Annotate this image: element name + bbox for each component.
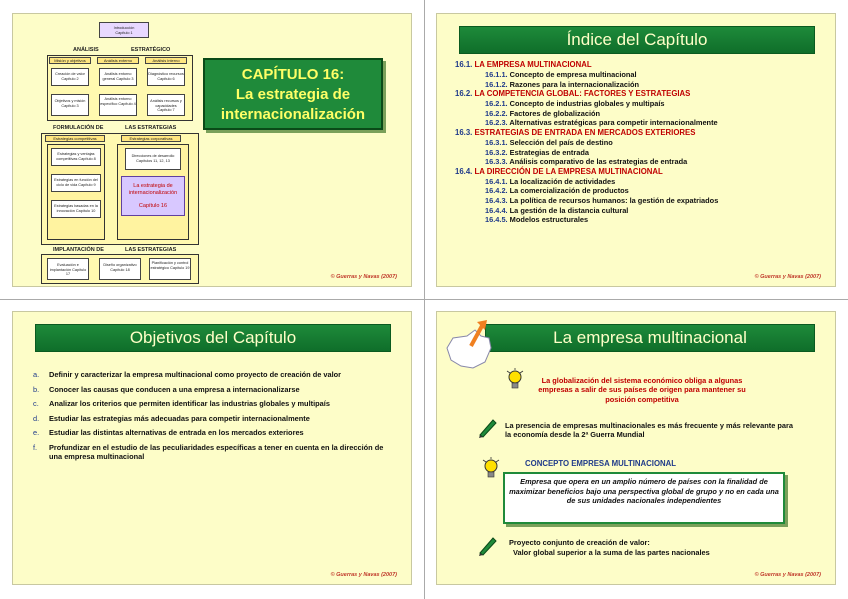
tab-externo: Análisis externo (97, 57, 139, 64)
competitive-box: Estrategias basadas en la innovación Capítulo 10 (51, 200, 101, 218)
subsection-title: Alternativas estratégicas para competir internacionalmente (509, 118, 718, 128)
index-subsection (455, 118, 825, 128)
subsection-number: 16.4.4. (485, 205, 508, 215)
presence-paragraph: La presencia de empresas multinacionales es más frecuente y más relevante para la economía desde la 2ª Guerra Mundial (505, 421, 793, 440)
implementation-box: Evaluación e implantación Capítulo 17 (47, 258, 89, 280)
index-subsection (455, 215, 825, 225)
footer-credit: © Guerras y Navas (2007) (330, 572, 397, 578)
subsection-number: 16.4.2. (485, 186, 508, 196)
objective-item (33, 443, 398, 462)
subsection-title: Concepto de empresa multinacional (509, 70, 637, 79)
index-subsection (455, 196, 825, 206)
objective-item (33, 414, 398, 423)
pencil-icon (477, 416, 499, 438)
index-subsection (455, 109, 825, 119)
index-section (455, 89, 825, 99)
concept-title: CONCEPTO EMPRESA MULTINACIONAL (525, 459, 677, 468)
index-subsection (455, 80, 825, 90)
objective-item (33, 428, 398, 437)
analysis-box: Análisis entorno general Capítulo 3 (99, 68, 137, 86)
horizontal-divider (0, 299, 848, 300)
analysis-box: Creación de valor Capítulo 2 (51, 68, 89, 86)
subsection-title: Razones para la internacionalización (509, 79, 640, 89)
lightbulb-icon (481, 457, 501, 481)
index-section (455, 128, 825, 138)
subsection-number: 16.2.3. (485, 118, 508, 128)
objective-letter: b. (33, 384, 40, 394)
slide-objectives (12, 311, 412, 585)
intro-box-chapter: Capítulo 1 (115, 30, 133, 35)
intro-box-title: Introducción (113, 26, 135, 30)
pencil-icon (477, 534, 499, 556)
objective-letter: a. (33, 370, 40, 379)
concept-definition: Empresa que opera en un amplio número de países con la finalidad de maximizar beneficios bajo una perspectiva global de grupo y no en cada una de sus unidades nacionales independientes (503, 472, 785, 524)
objective-text: Estudiar las estrategias más adecuadas para competir internacionalmente (49, 413, 310, 423)
subsection-number: 16.3.1. (485, 137, 508, 147)
subsection-title: Concepto de industrias globales y multipaís (509, 99, 665, 109)
subsection-title: La comercialización de productos (509, 186, 629, 196)
header-formulacion: FORMULACIÓN DE (53, 125, 104, 131)
implementation-box: Diseño organizativo Capítulo 18 (99, 258, 141, 280)
index-subsection (455, 99, 825, 109)
slide-multinational (436, 311, 836, 585)
highlight-chapter: Capítulo 16 (138, 203, 168, 209)
subsection-title: Análisis comparativo de las estrategias de entrada (509, 157, 688, 167)
objective-text: Profundizar en el estudio de las peculiaridades específicas a tener en cuenta en la dirección de una empresa multinacional (49, 442, 384, 462)
index-subsection (455, 206, 825, 216)
lightbulb-icon (505, 368, 525, 392)
section-title: LA DIRECCIÓN DE LA EMPRESA MULTINACIONAL (474, 166, 663, 176)
index-section (455, 167, 825, 177)
chapter-title-box (203, 58, 383, 130)
section-title: LA COMPETENCIA GLOBAL: FACTORES Y ESTRATEGIAS (474, 89, 691, 99)
objectives-list (33, 370, 398, 467)
highlight-box (121, 176, 185, 216)
analysis-box: Objetivos y misión Capítulo 3 (51, 94, 89, 116)
subsection-number: 16.1.2. (485, 79, 508, 89)
subsection-number: 16.3.3. (485, 157, 508, 167)
header-analisis: ANÁLISIS (73, 47, 99, 53)
section-title: ESTRATEGIAS DE ENTRADA EN MERCADOS EXTERIORES (474, 127, 696, 137)
index-subsection (455, 177, 825, 187)
competitive-label: Estrategias competitivas (45, 135, 105, 142)
subsection-number: 16.4.1. (485, 176, 508, 186)
index-subsection (455, 157, 825, 167)
intro-paragraph: La globalización del sistema económico obliga a algunas empresas a salir de sus países de origen para mantener su posición competitiva (538, 376, 746, 404)
subsection-title: La gestión de la distancia cultural (509, 205, 629, 215)
header-implantacion: IMPLANTACIÓN DE (53, 247, 104, 253)
objective-text: Definir y caracterizar la empresa multinacional como proyecto de creación de valor (49, 370, 342, 379)
objective-text: Analizar los criterios que permiten identificar las industrias globales y multipaís (49, 399, 330, 409)
chapter-title-line2: internacionalización (220, 106, 366, 123)
objective-letter: e. (33, 428, 40, 438)
index-subsection (455, 138, 825, 148)
footer-credit: © Guerras y Navas (2007) (754, 274, 821, 280)
section-title: LA EMPRESA MULTINACIONAL (474, 60, 592, 69)
corporate-box: Direcciones de desarrollo Capítulos 11, 12, 13 (125, 148, 181, 170)
index-section (455, 60, 825, 70)
competitive-box: Estrategias y ventajas competitivas Capítulo 8 (51, 148, 101, 166)
subsection-number: 16.2.1. (485, 99, 508, 109)
objective-item (33, 399, 398, 408)
subsection-title: La localización de actividades (509, 176, 616, 186)
subsection-number: 16.4.3. (485, 195, 508, 205)
tab-interno: Análisis interno (145, 57, 187, 64)
index-subsection (455, 148, 825, 158)
subsection-number: 16.4.5. (485, 215, 508, 225)
chapter-title-line1: La estrategia de (235, 86, 351, 103)
slide-title: La empresa multinacional (485, 324, 815, 352)
project-line1: Proyecto conjunto de creación de valor: (509, 538, 650, 547)
slide-title: Objetivos del Capítulo (35, 324, 391, 352)
subsection-title: La política de recursos humanos: la gestión de expatriados (509, 195, 719, 205)
tab-mision: Misión y objetivos (49, 57, 91, 64)
slide-title: Índice del Capítulo (459, 26, 815, 54)
spain-map-icon (441, 318, 499, 378)
intro-box (99, 22, 149, 38)
objective-letter: f. (33, 442, 38, 452)
footer-credit: © Guerras y Navas (2007) (330, 274, 397, 280)
objective-item (33, 370, 398, 379)
section-number: 16.1. (455, 60, 473, 69)
subsection-number: 16.3.2. (485, 147, 508, 157)
analysis-box: Análisis recursos y capacidades Capítulo 7 (147, 94, 185, 116)
slide-chapter-map (12, 13, 412, 287)
section-number: 16.2. (455, 89, 473, 99)
corporate-label: Estrategias corporativas (121, 135, 181, 142)
index-list (455, 60, 825, 225)
slide-index (436, 13, 836, 287)
objective-text: Estudiar las distintas alternativas de entrada en los mercados exteriores (49, 428, 304, 438)
objective-letter: d. (33, 413, 40, 423)
competitive-box: Estrategias en función del ciclo de vida Capítulo 9 (51, 174, 101, 192)
objective-item (33, 385, 398, 394)
index-subsection (455, 186, 825, 196)
subsection-title: Selección del país de destino (509, 137, 613, 147)
header-estrategias: LAS ESTRATEGIAS (125, 125, 177, 131)
analysis-box: Análisis entorno específico Capítulo 4 (99, 94, 137, 116)
subsection-title: Factores de globalización (509, 108, 601, 118)
objective-letter: c. (33, 399, 39, 409)
subsection-number: 16.2.2. (485, 108, 508, 118)
header-estrategias-2: LAS ESTRATEGIAS (125, 247, 177, 253)
implementation-box: Planificación y control estratégico Capítulo 19 (149, 258, 191, 280)
index-subsection (455, 70, 825, 80)
subsection-title: Estrategias de entrada (509, 147, 589, 157)
section-number: 16.3. (455, 127, 473, 137)
header-estrategico: ESTRATÉGICO (131, 47, 171, 53)
section-number: 16.4. (455, 166, 473, 176)
objective-text: Conocer las causas que conducen a una empresa a internacionalizarse (49, 384, 300, 394)
analysis-box: Diagnóstico recursos Capítulo 6 (147, 68, 185, 86)
footer-credit: © Guerras y Navas (2007) (754, 572, 821, 578)
chapter-number: CAPÍTULO 16: (241, 66, 345, 83)
subsection-number: 16.1.1. (485, 70, 508, 79)
project-line2: Valor global superior a la suma de las partes nacionales (513, 548, 710, 557)
subsection-title: Modelos estructurales (509, 215, 589, 225)
highlight-title: La estrategia de internacionalización (128, 183, 178, 196)
